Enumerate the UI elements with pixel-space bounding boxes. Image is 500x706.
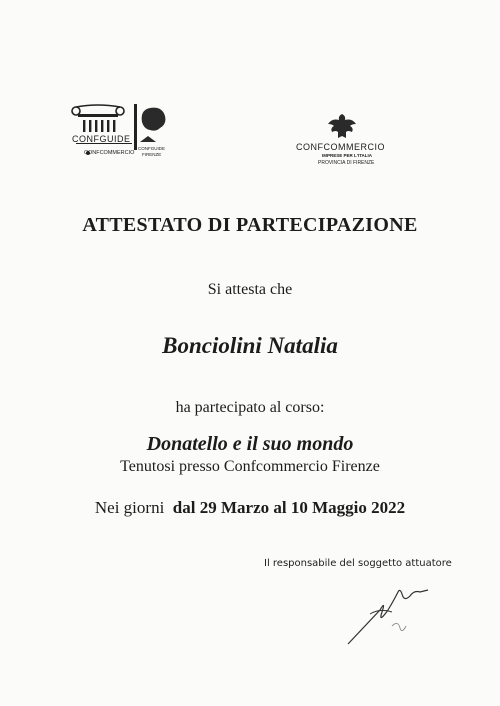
course-venue: Tenutosi presso Confcommercio Firenze: [120, 458, 380, 475]
confguide-sub: CONFCOMMERCIO: [84, 150, 135, 156]
confguide-side-line2: FIRENZE: [142, 152, 162, 157]
attesta-text: Si attesta che: [207, 281, 293, 298]
confcommercio-logo: [292, 112, 392, 170]
course-title: Donatello e il suo mondo: [146, 433, 354, 455]
participation-text: ha partecipato al corso:: [175, 399, 325, 416]
certificate-title: ATTESTATO DI PARTECIPAZIONE: [82, 214, 418, 236]
eagle-icon: [292, 112, 392, 142]
confcommercio-name: CONFCOMMERCIO: [296, 142, 385, 152]
participant-name: Bonciolini Natalia: [162, 333, 338, 358]
confcommercio-tagline: IMPRESE PER L'ITALIA: [322, 153, 372, 158]
dates-range: dal 29 Marzo al 10 Maggio 2022: [172, 498, 406, 517]
signature-icon: [340, 570, 440, 650]
course-dates: [0, 498, 500, 518]
confguide-logo: [70, 102, 170, 164]
responsible-label: Il responsabile del soggetto attuatore: [264, 558, 452, 569]
confcommercio-province: PROVINCIA DI FIRENZE: [318, 160, 375, 166]
dates-prefix: Nei giorni: [94, 498, 165, 517]
confguide-name: CONFGUIDE: [72, 134, 131, 144]
confguide-side-line1: CONFGUIDE: [138, 146, 165, 151]
